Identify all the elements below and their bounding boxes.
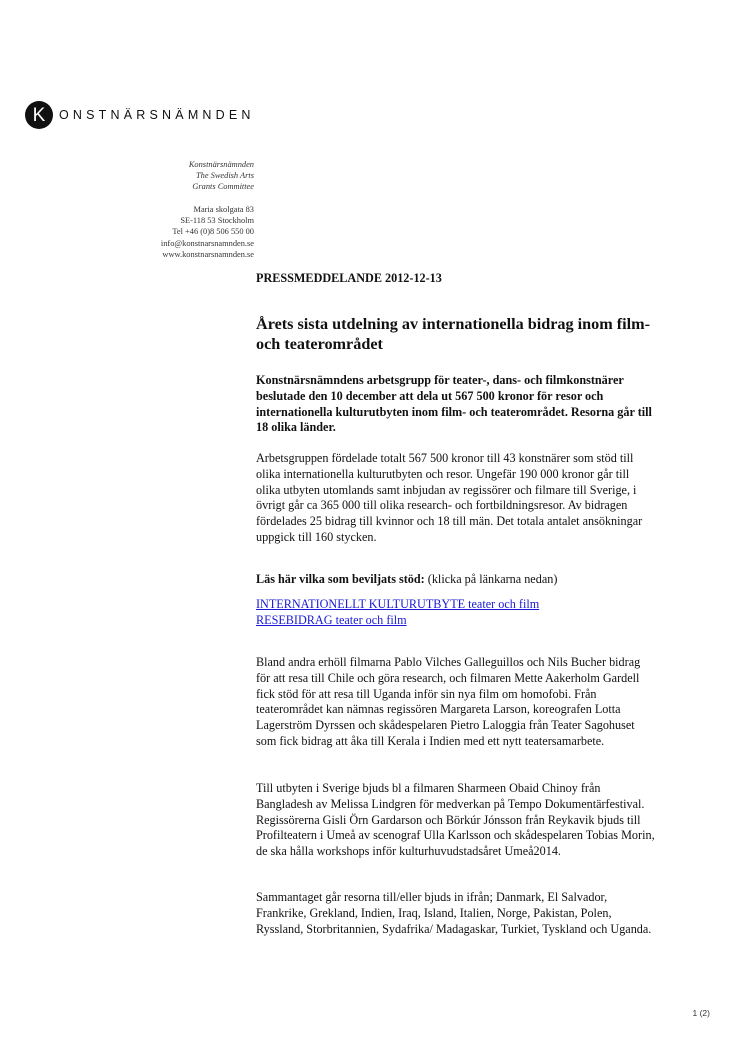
logo-text: ONSTNÄRSNÄMNDEN <box>59 108 255 122</box>
lead-paragraph: Konstnärsnämndens arbetsgrupp för teater-, dans- och filmkonstnärer beslutade den 10 december att dela ut 567 500 kronor för resor och internationella kulturutbyten inom film- och teaterområdet. Resorna går till 18 olika länder. <box>256 373 652 435</box>
links-list <box>256 597 656 629</box>
press-release-label: PRESSMEDDELANDE 2012-12-13 <box>256 271 442 285</box>
body-paragraph-4: Sammantaget går resorna till/eller bjuds in ifrån; Danmark, El Salvador, Frankrike, Grekland, Indien, Iraq, Island, Italien, Norge, Pakistan, Polen, Ryssland, Storbritannien, Sydafrika/ Madagaskar, Turkiet, Tyskland och Uganda. <box>256 890 652 936</box>
org-name-en-1: The Swedish Arts <box>195 171 254 181</box>
org-name-en-2: Grants Committee <box>192 182 254 192</box>
links-intro <box>256 572 656 588</box>
body-paragraph-2: Bland andra erhöll filmarna Pablo Vilches Galleguillos och Nils Bucher bidrag för att resa till Chile och göra research, och filmaren Mette Aakerholm Gardell fick stöd för att resa till Uganda inför sin nya film om homofobi. Från teaterområdet kan nämnas regissören Margareta Larson, koreografen Lotta Lagerström Dyrssen och skådespelaren Pietro Laloggia från Teater Sagohuset som fick bidrag att åka till Kerala i Indien med ett nytt teatersamarbete. <box>256 655 641 748</box>
org-name: Konstnärsnämnden <box>188 160 254 169</box>
address-postal: SE-118 53 Stockholm <box>180 216 254 226</box>
address-phone: Tel +46 (0)8 506 550 00 <box>172 227 254 237</box>
links-intro-bold: Läs här vilka som beviljats stöd: <box>256 572 425 586</box>
organization-block <box>189 159 254 193</box>
address-street: Maria skolgata 83 <box>193 205 254 214</box>
address-email: info@konstnarsnamnden.se <box>160 238 254 248</box>
body-paragraph-1: Arbetsgruppen fördelade totalt 567 500 kronor till 43 konstnärer som stöd till olika internationella kulturutbyten och resor. Ungefär 190 000 kronor går till olika utbyten utomlands samt inbjudan av regissörer och filmare till Sverige, i övrigt går ca 365 000 till olika research- och fortbildningsresor. Av bidragen fördelades 25 bidrag till kvinnor och 18 till män. Det totala antalet ansökningar uppgick till 160 stycken. <box>256 451 643 544</box>
logo <box>25 101 255 129</box>
logo-circle: K <box>25 101 53 129</box>
page-number: 1 (2) <box>692 1008 710 1018</box>
body-paragraph-3: Till utbyten i Sverige bjuds bl a filmaren Sharmeen Obaid Chinoy från Bangladesh av Melissa Lindgren för medverkan på Tempo Dokumentärfestival. Regissörerna Gisli Örn Gardarson och Börkúr Jónsson från Reykavik bjuds till Profilteatern i Umeå av scenograf Ulla Karlsson och skådespelaren Tobias Morin, de ska hålla workshops inför kulturhuvudstadsåret Umeå2014. <box>256 781 655 859</box>
link-travel-grants[interactable]: RESEBIDRAG teater och film <box>256 612 407 627</box>
links-intro-normal: (klicka på länkarna nedan) <box>424 572 558 586</box>
link-international-exchange[interactable]: INTERNATIONELLT KULTURUTBYTE teater och film <box>256 597 540 611</box>
address-block <box>161 204 254 260</box>
address-web: www.konstnarsnamnden.se <box>162 249 254 259</box>
page-title: Årets sista utdelning av internationella bidrag inom film- och teaterområdet <box>256 315 651 353</box>
